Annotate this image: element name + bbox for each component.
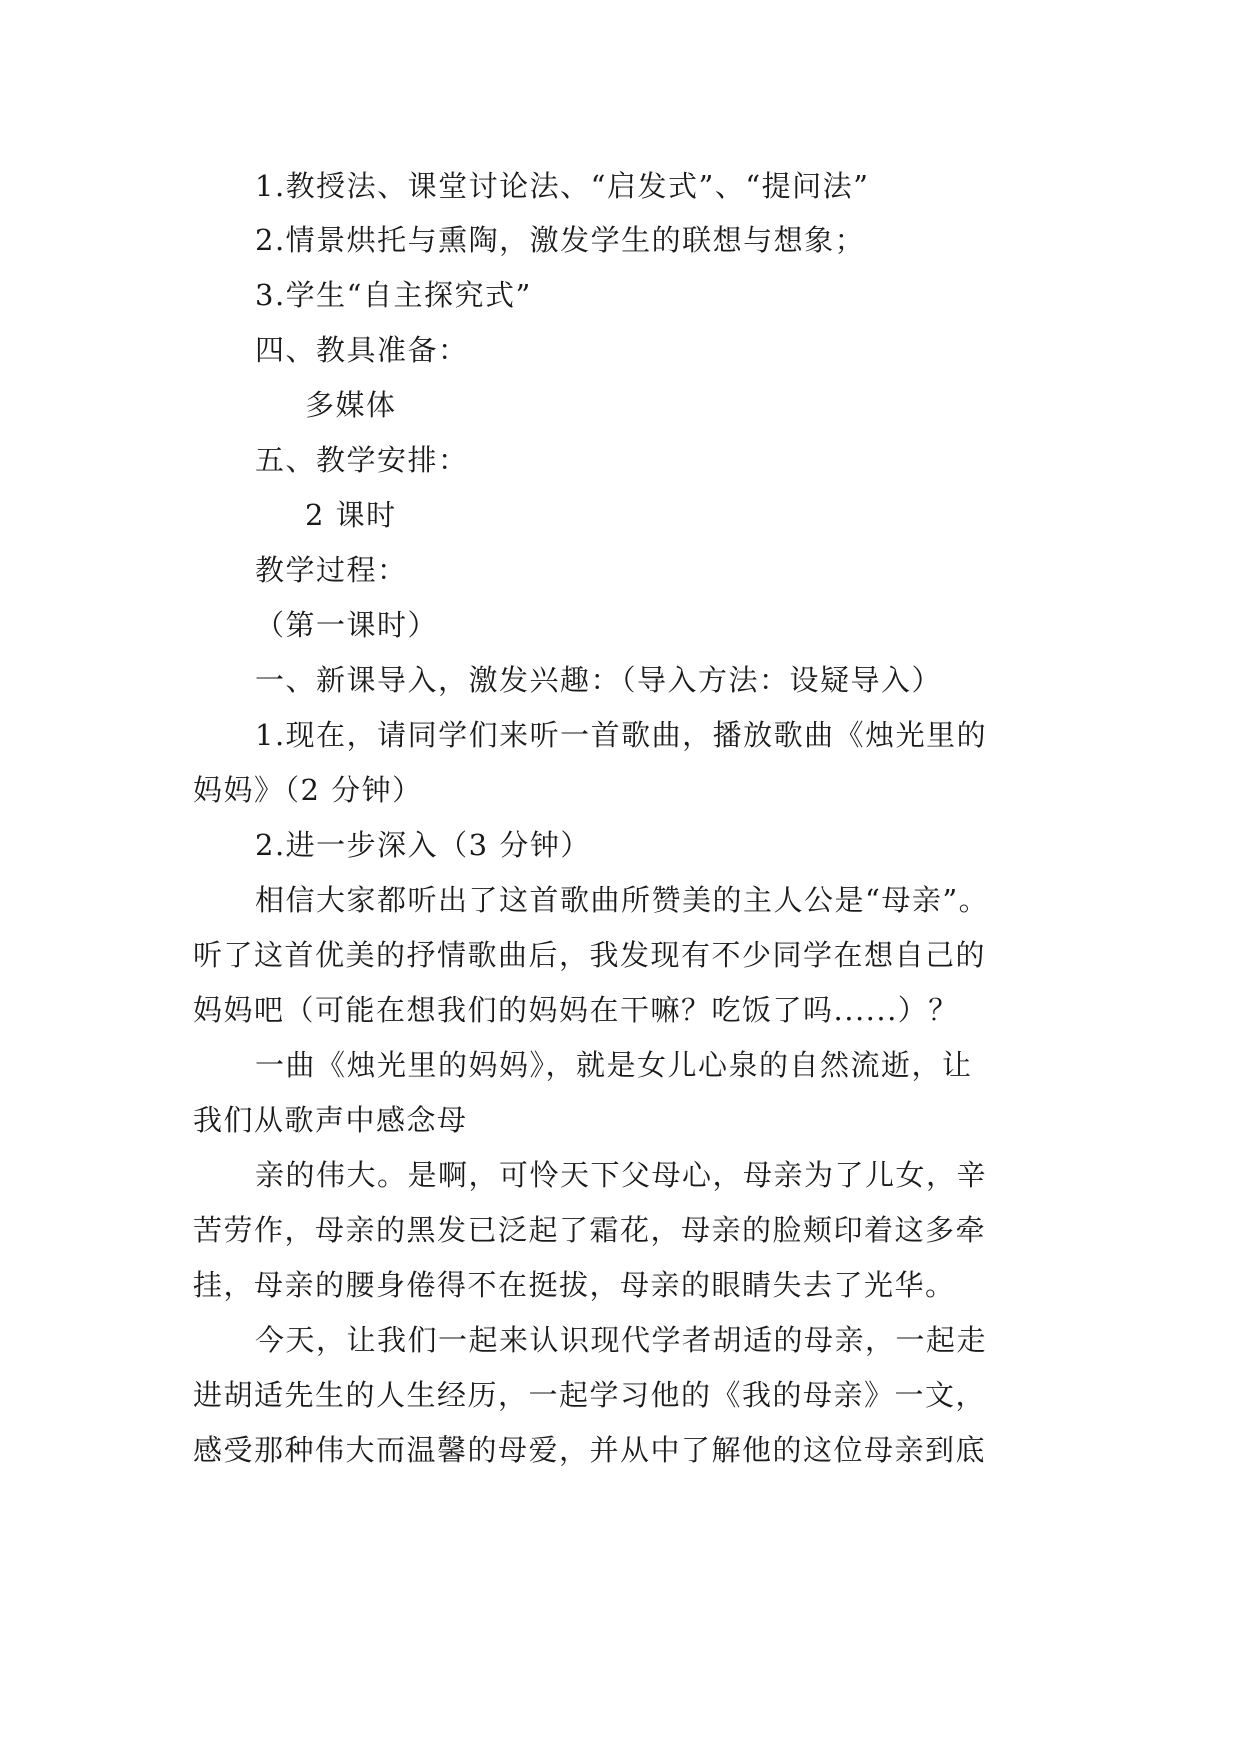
- arrangement-content: 2 课时: [305, 498, 397, 532]
- paragraph-line: 感受那种伟大而温馨的母爱，并从中了解他的这位母亲到底: [193, 1433, 987, 1467]
- intro-heading: 一、新课导入，激发兴趣：（导入方法：设疑导入）: [255, 663, 943, 697]
- method-item-1: 1.教授法、课堂讨论法、“启发式”、“提问法”: [255, 169, 870, 203]
- method-item-3: 3.学生“自主探究式”: [255, 278, 532, 312]
- paragraph-line: 相信大家都听出了这首歌曲所赞美的主人公是“母亲”。: [255, 883, 990, 917]
- paragraph-line: 挂，母亲的腰身倦得不在挺拔，母亲的眼睛失去了光华。: [193, 1268, 956, 1302]
- paragraph-line: 一曲《烛光里的妈妈》，就是女儿心泉的自然流逝，让: [255, 1048, 973, 1082]
- paragraph-line: 亲的伟大。是啊，可怜天下父母心，母亲为了儿女，辛: [255, 1158, 988, 1192]
- paragraph-line: 苦劳作，母亲的黑发已泛起了霜花，母亲的脸颊印着这多牵: [193, 1213, 987, 1247]
- paragraph-line: 1.现在，请同学们来听一首歌曲，播放歌曲《烛光里的: [255, 718, 988, 752]
- teaching-aids-content: 多媒体: [305, 388, 397, 422]
- paragraph-line: 妈妈》（2 分钟）: [193, 773, 423, 807]
- paragraph-line: 进胡适先生的人生经历，一起学习他的《我的母亲》一文，: [193, 1378, 987, 1412]
- section-heading-teaching-aids: 四、教具准备：: [255, 333, 469, 367]
- paragraph-line: 听了这首优美的抒情歌曲后，我发现有不少同学在想自己的: [193, 938, 987, 972]
- paragraph-line: 今天，让我们一起来认识现代学者胡适的母亲，一起走: [255, 1323, 988, 1357]
- paragraph-line: 2.进一步深入（3 分钟）: [255, 828, 591, 862]
- paragraph-line: 妈妈吧（可能在想我们的妈妈在干嘛？吃饭了吗......）？: [193, 993, 959, 1027]
- section-heading-arrangement: 五、教学安排：: [255, 443, 469, 477]
- process-heading: 教学过程：: [255, 553, 408, 587]
- lesson-label: （第一课时）: [255, 608, 439, 642]
- paragraph-line: 我们从歌声中感念母: [193, 1103, 468, 1137]
- method-item-2: 2.情景烘托与熏陶，激发学生的联想与想象；: [255, 223, 866, 257]
